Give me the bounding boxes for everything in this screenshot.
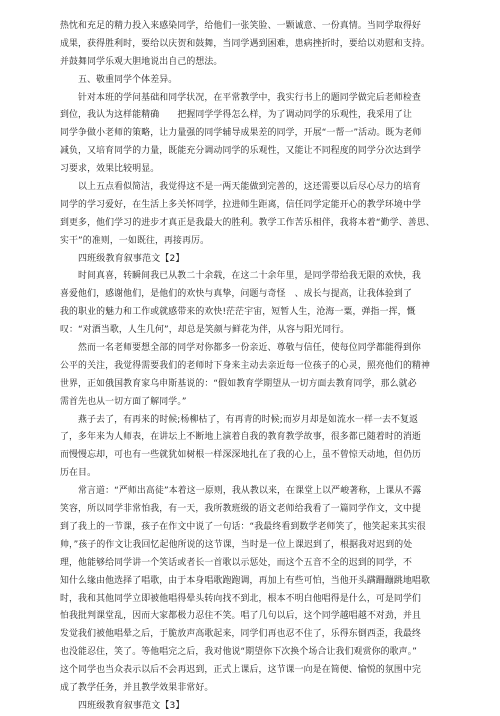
text-line: 需首先也从一切方面了解同学。”	[60, 396, 187, 407]
text-line: 到更多，他们学习的进步才真正是我最大的胜利。教学工作苦乐相伴，我将本着“勤学、善思、	[60, 217, 435, 228]
text-line: 我的职业的魅力和工作或就感带来的欢快!茫茫宇宙，短暂人生，沧海一粟，弹指一挥，慨	[60, 307, 416, 318]
text-line: 怕我批判课堂乱，因而大家都极力忍住不笑。唱了几句以后，这个同学越唱越不对劲，并且	[60, 611, 421, 622]
text-line: 而慢慢忘却，可也有一些就犹如树根一样深深地扎在了我的心上，虽不曾惊天动地，但仍历	[60, 450, 421, 461]
text-line: 以上五点看似简洁，我觉得这不是一两天能做到完善的，这还需要以后尽心尽力的培育	[78, 182, 421, 193]
text-line: 公平的关注，我觉得需要我们的老师时下身来主动去亲近每一位孩子的心灵，照亮他们的精神	[60, 360, 431, 371]
text-line: 帅，”孩子的作文让我回忆起他所说的这节课，当时是一位上课迟到了，根据我对迟到的处	[60, 539, 413, 550]
section-title: 四班级教育叙事范文【2】	[78, 253, 185, 264]
text-line: 针对本班的学问基础和同学状况，在平常教学中，我实行书上的题同学做完后老师检查	[78, 92, 421, 103]
document-body	[60, 18, 452, 716]
text-line: 时，我和其他同学立即被他唱得晕头转向找不到北，根本不明白他唱得是什么，可是同学们	[60, 593, 421, 604]
section-title: 四班级教育叙事范文【3】	[78, 700, 185, 711]
text-line: 知什么缘由他选择了唱歌，由于本身唱歌跑跑调，再加上有些可怕，当他开头蹒跚蹦跳地唱歌	[60, 575, 431, 586]
text-line: 实干”的准则，一如既往，再接再厉。	[60, 235, 210, 246]
text-line: 喜爱他们，感谢他们，是他们的欢快与真挚，问题与奇怪 、成长与提高，让我体验到了	[60, 289, 412, 300]
text-line: 发觉我们被他唱晕之后，于脆放声高歌起来，同学们再也忍不住了，乐得东倒西歪，我最终	[60, 629, 421, 640]
text-line: 历在目。	[60, 468, 97, 479]
text-line: 笑容，所以同学非常怕我，有一天，我所教班级的语文老师给我看了一篇同学作文，文中提	[60, 504, 421, 515]
text-line: 也没能忍住，笑了。等他唱完之后，我对他说“期望你下次换个场合让我们观赏你的歌声。”	[60, 647, 418, 658]
text-line: 这个同学也当众表示以后不会再迟到，正式上课后，这节课一向是在简便、愉悦的氛围中完	[60, 665, 421, 676]
text-line: 习要求，效果比较明显。	[60, 164, 160, 175]
text-line: 然而一名老师要想全部的同学对你都多一份亲近、尊敬与信任，使每位同学都能得到你	[78, 343, 421, 354]
text-line: 到了我上的一节课，孩子在作文中说了一句话：“我最终看到数学老师笑了，他笑起来其实很	[60, 521, 426, 532]
text-line: 到位，我认为这样能精确 把握同学学得怎么样，为了调动同学的乐观性，我采用了让	[60, 110, 412, 121]
text-line: 热忱和充足的精力投入来感染同学，给他们一张笑脸、一颗诚意、一份真情。当同学取得好	[60, 21, 421, 31]
text-line: 并鼓舞同学乐观大胆地说出自己的想法。	[60, 56, 223, 67]
text-line: 成了教学任务，并且教学效果非常好。	[60, 682, 214, 693]
text-line: 减负，又培育同学的力量，既能充分调动同学的乐观性，又能让不同程度的同学分次达到学	[60, 146, 421, 157]
text-line: 燕子去了，有再来的时候;杨柳枯了，有再青的时候;而岁月却是如流水一样一去不复返	[78, 414, 419, 425]
text-line: 理，他能够给同学讲一个笑话或者长一首歌以示惩处，而这个五音不全的迟到的同学，不	[60, 557, 412, 568]
text-line: 同学的学习爱好，在生活上多关怀同学，拉进师生距离，信任同学定能开心的教学环境中学	[60, 199, 421, 210]
text-line: 常言道：“严师出高徒”本着这一原则，我从教以来，在课堂上以严峻著称，上课从不露	[78, 486, 422, 497]
text-line: 同学争做小老师的策略，让力量强的同学辅导成果差的同学，开展“一帮一”活动。既为老师	[60, 128, 422, 139]
text-line: 成果，获得胜利时，要给以庆贺和鼓舞，当同学遇到困难，患病挫折时，要给以劝慰和支持。	[60, 38, 431, 49]
section-heading: 五、敬重同学个体差异。	[78, 74, 178, 85]
text-line: 了，多年来为人师表，在讲坛上不断地上演着自我的教育教学故事，很多都已随着时的消逝	[60, 432, 421, 443]
text-line: 叹：“对酒当歌，人生几何”，却总是笑颜与鲜花为伴，从容与阳光同行。	[60, 325, 350, 336]
text-line: 世界，正如俄国教育家乌申斯基说的：“假如教育学期望从一切方面去教育同学，那么就必	[60, 378, 417, 389]
text-line: 时间真喜，转瞬间我已从教二十余载，在这二十余年里，是同学带给我无限的欢快，我	[78, 271, 421, 282]
